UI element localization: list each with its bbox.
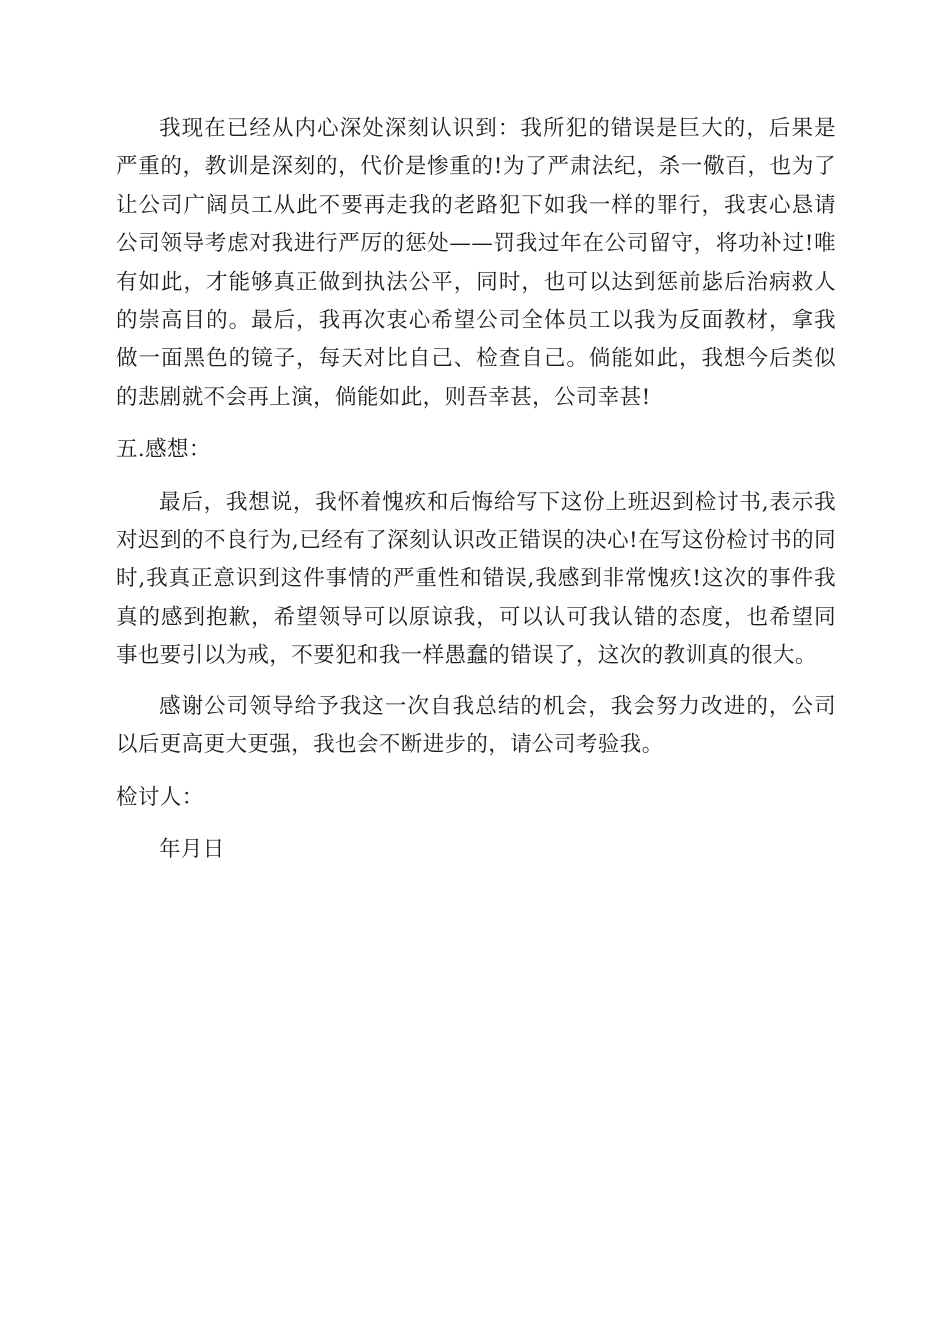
- paragraph-thanks: 感谢公司领导给予我这一次自我总结的机会，我会努力改进的，公司以后更高更大更强，我也会不断进步的，请公司考验我。: [116, 693, 836, 758]
- section-heading: 五.感想：: [116, 437, 211, 463]
- paragraph-closing: 最后，我想说，我怀着愧疚和后悔给写下这份上班迟到检讨书,表示我对迟到的不良行为,已经有了深刻认识改正错误的决心!在写这份检讨书的同时,我真正意识到这件事情的严重性和错误,我感到非常愧疚!这次的事件我真的感到抱歉，希望领导可以原谅我，可以认可我认错的态度，也希望同事也要引以为戒，不要犯和我一样愚蠢的错误了，这次的教训真的很大。: [116, 489, 836, 669]
- document-body: [116, 110, 836, 869]
- date-label: 年月日: [159, 836, 225, 862]
- signature-label: 检讨人：: [116, 784, 204, 810]
- paragraph-reflection: 我现在已经从内心深处深刻认识到：我所犯的错误是巨大的，后果是严重的，教训是深刻的，代价是惨重的!为了严肃法纪，杀一儆百，也为了让公司广阔员工从此不要再走我的老路犯下如我一样的罪行，我衷心恳请公司领导考虑对我进行严厉的惩处——罚我过年在公司留守，将功补过!唯有如此，才能够真正做到执法公平，同时，也可以达到惩前毖后治病救人的崇高目的。最后，我再次衷心希望公司全体员工以我为反面教材，拿我做一面黑色的镜子，每天对比自己、检查自己。倘能如此，我想今后类似的悲剧就不会再上演，倘能如此，则吾幸甚，公司幸甚!: [116, 116, 836, 410]
